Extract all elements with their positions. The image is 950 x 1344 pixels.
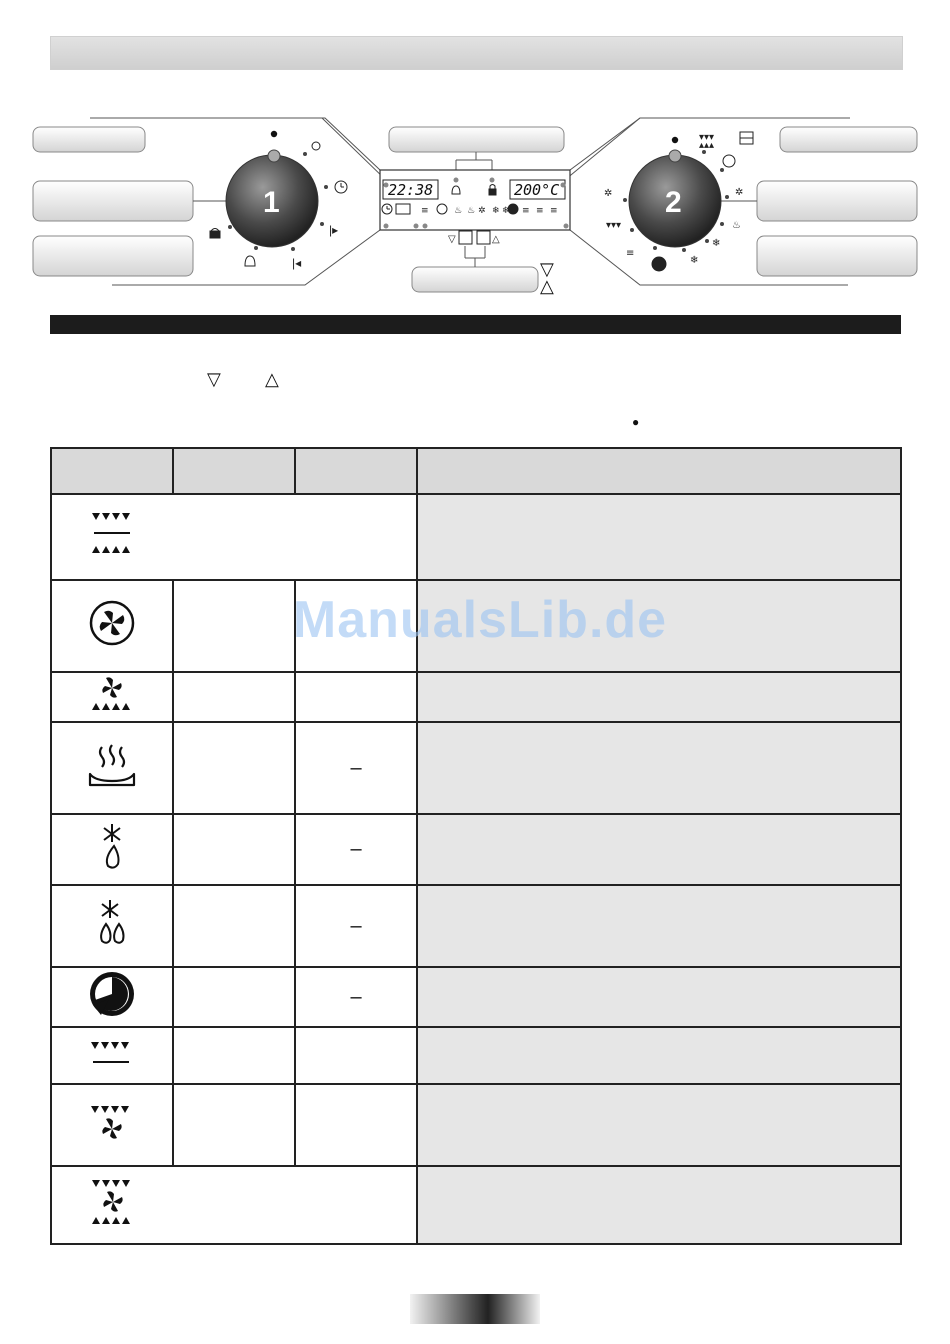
table-cell-icon [51,967,173,1027]
table-cell-desc [417,494,901,580]
table-row [51,885,901,967]
defrost-two-drops-icon [92,898,132,948]
table-header-cell [417,448,901,494]
svg-text:❄: ❄ [492,206,500,216]
table-cell [173,722,295,814]
svg-text:≡: ≡ [421,206,429,216]
table-row [51,580,901,672]
svg-text:≡: ≡ [522,206,530,216]
top-bottom-heat-icon [90,509,136,559]
top-heat-icon [89,1038,135,1068]
table-cell-desc [417,580,901,672]
fan-circle-icon [87,598,137,648]
callout-box-left-1 [33,127,145,152]
svg-text:|▸: |▸ [329,223,339,237]
svg-text:✲: ✲ [604,188,613,199]
svg-text:▾▾▾: ▾▾▾ [606,220,622,231]
table-header-row [51,448,901,494]
table-cell-desc [417,814,901,885]
svg-text:✲: ✲ [735,187,744,198]
knob-2-pointer [669,150,681,162]
svg-text:|◂: |◂ [292,256,302,270]
svg-text:▾▾▾: ▾▾▾ [699,132,715,143]
table-cell [173,1027,295,1084]
table-cell-desc [417,967,901,1027]
svg-text:▽: ▽ [448,234,456,245]
knob-1-label: 1 [263,186,280,219]
table-cell-icon [51,1166,417,1244]
table-cell-icon [51,494,417,580]
knob-2-label: 2 [665,186,682,219]
table-cell-icon [51,672,173,722]
svg-text:♨: ♨ [467,206,476,216]
table-row [51,1027,901,1084]
steam-pan-icon [87,741,137,789]
section-header-bar [50,36,903,70]
callout-box-right-3 [757,236,917,276]
functions-table [50,447,902,1245]
callout-box-left-2 [33,181,193,221]
svg-text:△: △ [492,234,500,245]
table-cell-icon [51,722,173,814]
pizza-icon [87,969,137,1019]
svg-text:❄: ❄ [712,238,721,249]
svg-text:♨: ♨ [732,220,741,231]
display-window [380,170,570,230]
clock-display: 22:38 [388,181,434,199]
table-header-cell [295,448,417,494]
plus-button[interactable] [477,231,490,244]
table-cell [173,580,295,672]
table-cell-dash: – [295,722,417,814]
control-panel-diagram [0,100,950,300]
svg-text:✲: ✲ [478,206,486,216]
table-cell-desc [417,885,901,967]
table-row [51,672,901,722]
table-cell [295,580,417,672]
callout-box-center-bottom [412,267,538,292]
table-cell-dash: – [295,814,417,885]
table-row [51,494,901,580]
table-cell-dash: – [295,967,417,1027]
table-cell-desc [417,1166,901,1244]
section-divider-bar [50,315,901,334]
knob-1-pointer [268,150,280,162]
table-header-cell [173,448,295,494]
callout-box-right-1 [780,127,917,152]
dot-symbol: ● [632,415,640,429]
table-cell-icon [51,1084,173,1166]
table-cell-desc [417,672,901,722]
svg-text:≡: ≡ [536,206,544,216]
table-cell [173,672,295,722]
table-cell-icon [51,580,173,672]
svg-text:△: △ [540,276,554,296]
table-cell [173,1084,295,1166]
table-row [51,814,901,885]
watermark: ManualsLib.de [292,591,668,649]
svg-text:≡: ≡ [550,206,558,216]
table-cell-dash: – [295,885,417,967]
table-header-cell [51,448,173,494]
table-cell [295,1084,417,1166]
table-cell-desc [417,1027,901,1084]
table-row [51,722,901,814]
fan-top-heat-icon [89,1102,135,1142]
table-cell [173,967,295,1027]
svg-text:♨: ♨ [454,206,463,216]
svg-text:❄: ❄ [690,255,699,266]
page-footer-tab [410,1294,540,1324]
callout-box-center-top [389,127,564,152]
fan-bottom-heat-icon [89,674,135,714]
table-cell [173,814,295,885]
svg-text:≡: ≡ [626,248,635,259]
svg-text:❄: ❄ [502,206,510,216]
table-row [51,1166,901,1244]
down-arrow-symbol: ▽ [207,369,221,389]
svg-text:▴▴▴: ▴▴▴ [699,140,715,151]
table-cell [295,1027,417,1084]
temperature-display: 200°C [514,181,560,199]
svg-text:▽: ▽ [540,259,554,279]
table-cell-icon [51,814,173,885]
table-row [51,1084,901,1166]
table-row [51,967,901,1027]
table-cell [295,672,417,722]
table-cell-icon [51,885,173,967]
fan-top-bottom-heat-icon [90,1176,136,1228]
table-cell-icon [51,1027,173,1084]
table-cell-desc [417,722,901,814]
callout-box-right-2 [757,181,917,221]
defrost-drop-icon [92,822,132,872]
up-arrow-symbol: △ [265,369,279,389]
table-cell [173,885,295,967]
table-cell-desc [417,1084,901,1166]
callout-box-left-3 [33,236,193,276]
minus-button[interactable] [459,231,472,244]
